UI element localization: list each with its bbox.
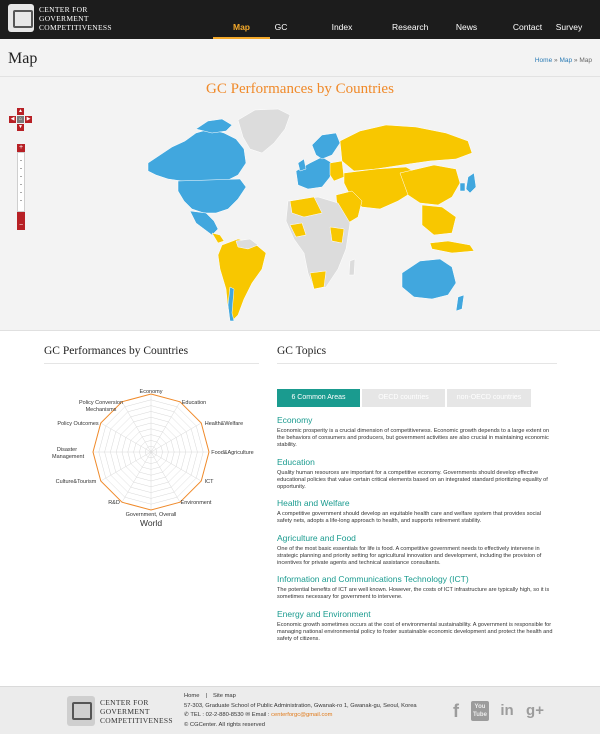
- pan-left-button[interactable]: [9, 116, 16, 123]
- logo-line-2: GOVERMENT: [100, 706, 150, 716]
- tab-non-oecd-countries[interactable]: non-OECD countries: [447, 389, 531, 407]
- topic-item: [277, 574, 557, 601]
- facebook-icon[interactable]: f: [453, 701, 459, 721]
- breadcrumb-current: Map: [579, 57, 592, 64]
- radar-chart: [44, 375, 259, 535]
- radar-label-rd: R&D: [108, 500, 120, 506]
- home-icon: ⌂: [18, 116, 23, 122]
- radar-label-education: Education: [181, 400, 207, 406]
- map-country-korea[interactable]: [460, 183, 465, 191]
- breadcrumb-separator: »: [573, 57, 578, 64]
- topics-panel-heading: GC Topics: [277, 345, 557, 364]
- pan-right-button[interactable]: [25, 116, 32, 123]
- map-country-australia[interactable]: [402, 259, 456, 299]
- zoom-slider-handle[interactable]: [17, 212, 25, 222]
- topic-description: A competitive government should develop an equitable health care and welfare system that provides social safety nets, adopts a life-long approach to health, and supports retirement stability.: [277, 511, 541, 525]
- radar-label-policy-conversion-mechanisms: Policy Conversion Mechanisms: [78, 400, 124, 413]
- map-title: GC Performances by Countries: [206, 81, 394, 97]
- zoom-tick: [20, 184, 22, 185]
- topic-description: Economic growth sometimes occurs at the cost of environmental sustainability. A government is responsible for managing national environmental policy to foster sustainable economic development and protect the health and safety of citizens.: [277, 621, 553, 643]
- breadcrumb-home[interactable]: Home: [534, 57, 553, 64]
- map-arctic-islands[interactable]: [196, 119, 232, 133]
- radar-panel-heading: GC Performances by Countries: [44, 345, 259, 364]
- world-map[interactable]: [0, 77, 600, 331]
- arrow-down-icon: ▼: [18, 124, 23, 130]
- nav-item-contact-us[interactable]: Contact: [512, 22, 543, 32]
- zoom-tick: [20, 192, 22, 193]
- map-country-canada[interactable]: [148, 129, 246, 183]
- logo-line-3: COMPETITIVENESS: [39, 22, 112, 32]
- tab-6-common-areas[interactable]: 6 Common Areas: [277, 389, 360, 407]
- site-logo[interactable]: [8, 4, 112, 32]
- topic-title[interactable]: Economy: [277, 415, 313, 425]
- radar-label-culture-tourism: Culture&Tourism: [55, 479, 97, 485]
- map-country-usa[interactable]: [178, 179, 246, 213]
- zoom-slider-track[interactable]: [17, 152, 25, 212]
- logo-line-2: GOVERMENT: [39, 13, 89, 23]
- map-country-russia[interactable]: [340, 125, 472, 171]
- logo-line-3: COMPETITIVENESS: [100, 715, 173, 725]
- topics-tabs: [277, 389, 557, 407]
- logo-line-1: CENTER FOR: [100, 697, 149, 707]
- map-country-japan[interactable]: [466, 173, 476, 193]
- zoom-tick: [20, 168, 22, 169]
- footer-link-separator: |: [205, 693, 207, 699]
- university-seal-icon: [8, 4, 34, 32]
- world-map-panel: [0, 77, 600, 331]
- radar-label-policy-outcomes: Policy Outcomes: [57, 421, 99, 427]
- map-country-indonesia[interactable]: [430, 241, 474, 253]
- pan-up-button[interactable]: [17, 108, 24, 115]
- footer-links: [184, 692, 417, 702]
- map-country-new-zealand[interactable]: [456, 295, 464, 311]
- social-links: [450, 701, 545, 721]
- page-title-bar: [0, 39, 600, 77]
- radar-label-ict: ICT: [204, 479, 214, 485]
- footer-email-label: Email :: [251, 712, 270, 718]
- topic-description: The potential benefits of ICT are well known. However, the costs of ICT infrastructure are typically high, so it is sometimes necessary for government to intervene.: [277, 587, 550, 601]
- map-country-mexico[interactable]: [190, 211, 218, 235]
- map-region-southeast-asia[interactable]: [422, 205, 456, 235]
- site-footer: [0, 686, 600, 734]
- nav-item-index[interactable]: Index: [331, 22, 353, 32]
- zoom-tick: [20, 160, 22, 161]
- zoom-in-button[interactable]: +: [18, 144, 24, 151]
- nav-item-research[interactable]: Research: [392, 22, 429, 32]
- topics-panel: [277, 345, 557, 650]
- topic-description: Quality human resources are important for a competitive economy. Governments should develop effective educational policies that value certain critical elements based on an integrated standard prioritizing equality of opportunity.: [277, 469, 548, 491]
- footer-address: 57-303, Graduate School of Public Administration, Gwanak-ro 1, Gwanak-gu, Seoul, Korea: [184, 702, 417, 709]
- nav-item-survey[interactable]: Survey: [555, 22, 583, 32]
- zoom-tick: [20, 176, 22, 177]
- footer-logo-text: [100, 698, 173, 725]
- university-seal-icon: [67, 696, 95, 726]
- topic-title[interactable]: Education: [277, 456, 315, 467]
- top-navigation-bar: [0, 0, 600, 39]
- radar-label-environment: Environment: [180, 500, 212, 506]
- page-title: Map: [8, 50, 38, 67]
- footer-link-home[interactable]: Home: [184, 693, 200, 699]
- map-country-greenland[interactable]: [238, 109, 290, 153]
- radar-label-economy: Economy: [139, 389, 163, 395]
- arrow-left-icon: ◀: [10, 116, 15, 122]
- nav-item-news[interactable]: News: [455, 22, 478, 32]
- footer-info: [184, 692, 417, 730]
- topic-item: [277, 457, 557, 492]
- breadcrumb-separator: »: [554, 57, 558, 64]
- footer-copyright: © CGCenter. All rights reserved: [184, 721, 265, 728]
- topics-list: [277, 415, 557, 643]
- map-region-south-america[interactable]: [218, 239, 266, 321]
- linkedin-icon[interactable]: in: [500, 702, 514, 719]
- map-country-china[interactable]: [400, 165, 460, 205]
- topic-title[interactable]: Energy and Environment: [277, 608, 371, 619]
- topic-item: [277, 498, 557, 525]
- radar-label-disaster-management: Disaster Management: [52, 447, 85, 460]
- arrow-up-icon: ▲: [18, 108, 23, 114]
- main-nav: [213, 0, 592, 39]
- youtube-icon[interactable]: You Tube: [471, 701, 489, 721]
- radar-label-health-welfare: Health&Welfare: [204, 421, 244, 427]
- topic-description: One of the most basic essentials for life is food. A competitive government needs to effectively intervene in strategic planning and priority setting for agricultural innovation and development, including the provision of incentives for private agents and technical assistance consultants.: [277, 545, 542, 567]
- footer-tel: TEL : 02-2-880-8530: [190, 712, 244, 718]
- footer-link-site-map[interactable]: Site map: [212, 693, 236, 699]
- nav-item-map[interactable]: Map: [213, 0, 270, 39]
- radar-chart-panel: [44, 345, 259, 528]
- map-country-madagascar[interactable]: [349, 259, 355, 275]
- reset-view-button[interactable]: [17, 116, 24, 123]
- topic-item: [277, 533, 557, 568]
- arrow-right-icon: ▶: [26, 116, 31, 122]
- footer-logo[interactable]: [67, 696, 173, 726]
- breadcrumb: [535, 57, 592, 64]
- map-region-east-africa[interactable]: [330, 227, 344, 243]
- tab-oecd-countries[interactable]: OECD countries: [362, 389, 445, 407]
- radar-series-label: World: [140, 518, 163, 528]
- topic-title[interactable]: Information and Communications Technology (ICT): [277, 574, 469, 585]
- logo-line-1: CENTER FOR: [39, 4, 88, 14]
- map-region-scandinavia[interactable]: [312, 133, 340, 159]
- zoom-out-button[interactable]: −: [18, 222, 24, 229]
- map-region-central-america[interactable]: [212, 233, 224, 243]
- pan-down-button[interactable]: [17, 124, 24, 131]
- phone-icon: ✆: [184, 712, 189, 718]
- topic-title[interactable]: Agriculture and Food: [277, 532, 356, 543]
- radar-label-government-overall: Government, Overall: [125, 512, 177, 518]
- topic-item: [277, 609, 557, 644]
- topic-title[interactable]: Health and Welfare: [277, 498, 350, 509]
- google-plus-icon[interactable]: g+: [526, 702, 544, 719]
- footer-email-link[interactable]: centerforgc@gmail.com: [271, 712, 333, 718]
- topic-item: [277, 415, 557, 450]
- email-icon: ✉: [245, 712, 251, 718]
- breadcrumb-map[interactable]: Map: [559, 57, 573, 64]
- map-country-south-africa[interactable]: [310, 271, 326, 289]
- nav-item-gc[interactable]: GC: [274, 22, 288, 32]
- zoom-tick: [20, 200, 22, 201]
- topic-description: Economic prosperity is a crucial dimension of competitiveness. Economic growth depends to a large extent on the behaviors of consumers and producers, but government activities are also crucial in maintaining economic stability.: [277, 428, 550, 449]
- map-region-eastern-europe[interactable]: [330, 161, 344, 181]
- logo-text: [39, 5, 112, 32]
- radar-label-food-agriculture: Food&Agriculture: [211, 450, 254, 456]
- footer-contact: [184, 711, 417, 721]
